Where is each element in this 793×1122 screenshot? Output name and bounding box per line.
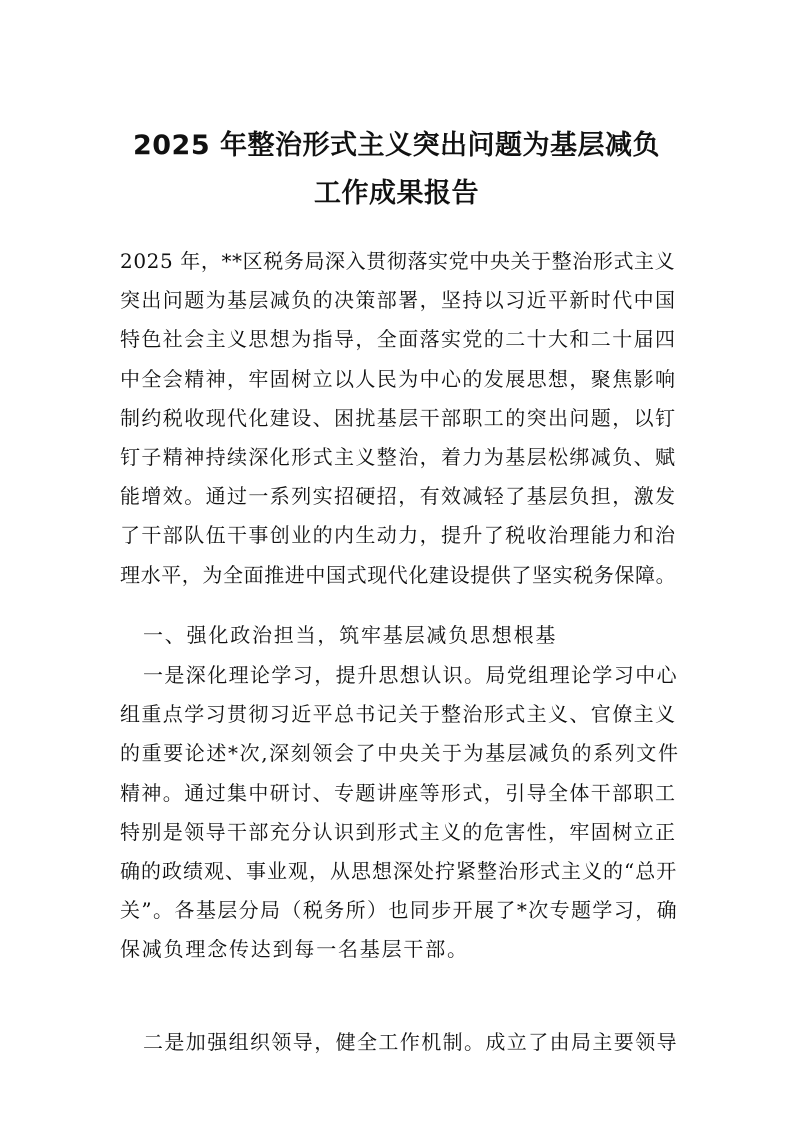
paragraph-1 xyxy=(120,656,680,970)
intro-line: 了干部队伍干事创业的内生动力，提升了税收治理能力和治 xyxy=(120,523,677,548)
document-title-line-2: 工作成果报告 xyxy=(314,178,479,209)
intro-line: 能增效。通过一系列实招硬招，有效减轻了基层负担，激发 xyxy=(120,484,677,509)
intro-line: 突出问题为基层减负的决策部署，坚持以习近平新时代中国 xyxy=(120,288,677,313)
paragraph-line: 组重点学习贯彻习近平总书记关于整治形式主义、官僚主义 xyxy=(120,702,677,727)
paragraph-line: 精神。通过集中研讨、专题讲座等形式，引导全体干部职工 xyxy=(120,780,677,805)
paragraph-line: 特别是领导干部充分认识到形式主义的危害性，牢固树立正 xyxy=(120,819,677,844)
paragraph-line: 二是加强组织领导，健全工作机制。成立了由局主要领导 xyxy=(143,1030,678,1054)
section-1-heading: 一、强化政治担当，筑牢基层减负思想根基 xyxy=(143,623,558,647)
intro-line: 钉子精神持续深化形式主义整治，着力为基层松绑减负、赋 xyxy=(120,444,677,469)
intro-paragraph xyxy=(120,242,680,595)
paragraph-2 xyxy=(120,1023,680,1062)
paragraph-line: 一是深化理论学习，提升思想认识。局党组理论学习中心 xyxy=(143,663,678,687)
paragraph-line: 的重要论述*次,深刻领会了中央关于为基层减负的系列文件 xyxy=(120,741,680,766)
intro-line: 理水平，为全面推进中国式现代化建设提供了坚实税务保障。 xyxy=(120,562,677,587)
intro-line: 制约税收现代化建设、困扰基层干部职工的突出问题，以钉 xyxy=(120,405,677,430)
document-title-line-1: 2025 年整治形式主义突出问题为基层减负 xyxy=(132,130,661,161)
section-heading xyxy=(120,616,680,655)
intro-line: 特色社会主义思想为指导，全面落实党的二十大和二十届四 xyxy=(120,327,677,352)
paragraph-line: 保减负理念传达到每一名基层干部。 xyxy=(120,937,469,962)
intro-line: 中全会精神，牢固树立以人民为中心的发展思想，聚焦影响 xyxy=(120,366,677,391)
paragraph-line: 关”。各基层分局（税务所）也同步开展了*次专题学习，确 xyxy=(120,898,679,923)
paragraph-line: 确的政绩观、事业观，从思想深处拧紧整治形式主义的“总开 xyxy=(120,858,678,883)
intro-line: 2025 年，**区税务局深入贯彻落实党中央关于整治形式主义 xyxy=(120,249,676,273)
